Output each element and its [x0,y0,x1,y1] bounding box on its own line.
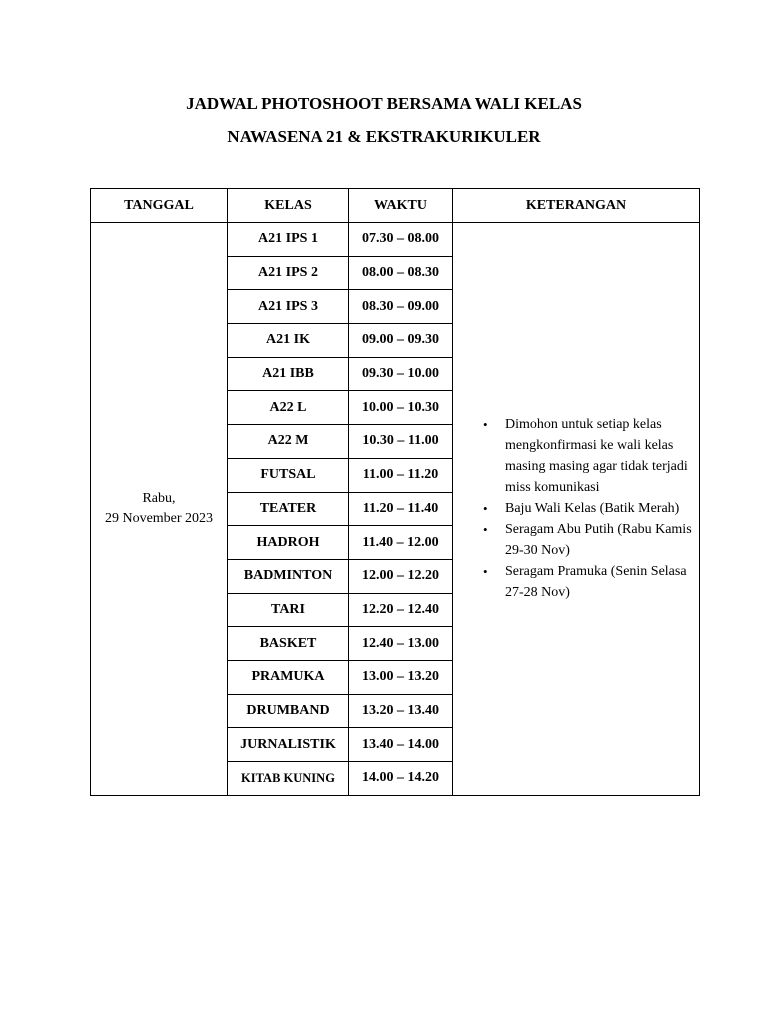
waktu-cell: 12.00 – 12.20 [349,559,453,593]
kelas-cell: A21 IPS 3 [228,290,349,324]
kelas-cell: FUTSAL [228,458,349,492]
waktu-cell: 10.00 – 10.30 [349,391,453,425]
waktu-cell: 13.20 – 13.40 [349,694,453,728]
table-header-row [91,189,700,223]
waktu-cell: 10.30 – 11.00 [349,425,453,459]
waktu-cell: 08.00 – 08.30 [349,256,453,290]
header-keterangan: KETERANGAN [453,189,700,223]
kelas-cell: PRAMUKA [228,660,349,694]
document-title-line-2: NAWASENA 21 & EKSTRAKURIKULER [227,127,541,146]
waktu-cell: 09.00 – 09.30 [349,324,453,358]
kelas-cell: TEATER [228,492,349,526]
kelas-cell: KITAB KUNING [228,762,349,796]
kelas-cell: A22 L [228,391,349,425]
kelas-cell: A21 IK [228,324,349,358]
kelas-cell: DRUMBAND [228,694,349,728]
waktu-cell: 13.40 – 14.00 [349,728,453,762]
kelas-cell: BASKET [228,627,349,661]
note-item: • Baju Wali Kelas (Batik Merah) [505,498,693,519]
note-item: • Dimohon untuk setiap kelas mengkonfirmasi ke wali kelas masing masing agar tidak terjadi miss komunikasi [505,414,693,498]
schedule-table [90,188,700,796]
kelas-cell: BADMINTON [228,559,349,593]
kelas-cell: A22 M [228,425,349,459]
keterangan-cell [453,223,700,796]
waktu-cell: 11.00 – 11.20 [349,458,453,492]
notes-list [453,414,693,603]
table-row [91,223,700,257]
header-waktu: WAKTU [349,189,453,223]
kelas-cell: TARI [228,593,349,627]
waktu-cell: 12.20 – 12.40 [349,593,453,627]
waktu-cell: 08.30 – 09.00 [349,290,453,324]
waktu-cell: 07.30 – 08.00 [349,223,453,257]
kelas-cell: HADROH [228,526,349,560]
header-kelas: KELAS [228,189,349,223]
waktu-cell: 11.20 – 11.40 [349,492,453,526]
header-tanggal: TANGGAL [91,189,228,223]
kelas-cell: A21 IPS 2 [228,256,349,290]
kelas-cell: A21 IPS 1 [228,223,349,257]
kelas-cell: JURNALISTIK [228,728,349,762]
date-day: Rabu, [142,490,176,506]
waktu-cell: 09.30 – 10.00 [349,357,453,391]
waktu-cell: 13.00 – 13.20 [349,660,453,694]
schedule-body [91,223,700,796]
waktu-cell: 12.40 – 13.00 [349,627,453,661]
note-item: • Seragam Pramuka (Senin Selasa 27-28 Nov) [505,561,693,603]
waktu-cell: 14.00 – 14.20 [349,762,453,796]
note-item: • Seragam Abu Putih (Rabu Kamis 29-30 Nov) [505,519,693,561]
document-title-line-1: JADWAL PHOTOSHOOT BERSAMA WALI KELAS [186,94,582,113]
kelas-cell: A21 IBB [228,357,349,391]
waktu-cell: 11.40 – 12.00 [349,526,453,560]
date-cell [91,223,228,796]
date-full: 29 November 2023 [104,510,214,526]
